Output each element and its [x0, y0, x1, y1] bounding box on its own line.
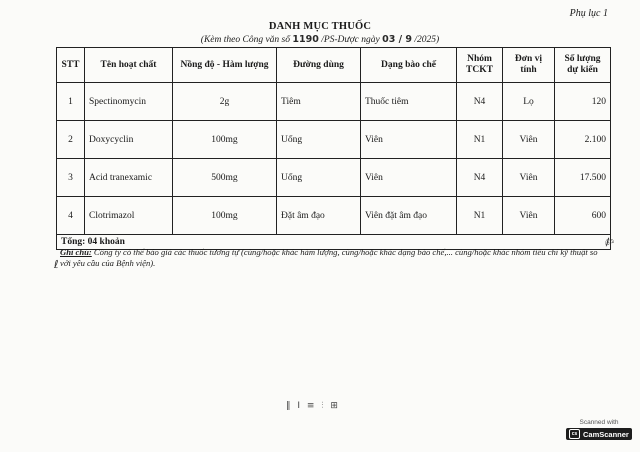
cell-technical-group: N4	[457, 159, 503, 197]
appendix-label: Phụ lục 1	[569, 8, 608, 19]
subtitle-prefix: (Kèm theo Công văn số	[200, 35, 290, 45]
column-header-unit: Đơn vị tính	[503, 48, 555, 83]
cell-quantity: 600	[555, 197, 611, 235]
cell-stt: 1	[57, 83, 85, 121]
column-header-quantity: Số lượng dự kiến	[555, 48, 611, 83]
cell-stt: 4	[57, 197, 85, 235]
scanner-brand: CamScanner	[583, 429, 629, 439]
cell-active-ingredient: Acid tranexamic	[85, 159, 173, 197]
table-row	[57, 83, 611, 121]
column-header-route: Đường dùng	[277, 48, 361, 83]
cell-route: Uống	[277, 121, 361, 159]
cell-technical-group: N1	[457, 197, 503, 235]
drug-list-table	[56, 47, 611, 250]
handwritten-doc-number: 1190	[292, 34, 319, 45]
cell-stt: 2	[57, 121, 85, 159]
cell-route: Đặt âm đạo	[277, 197, 361, 235]
cell-dosage-form: Viên đặt âm đạo	[361, 197, 457, 235]
cell-route: Tiêm	[277, 83, 361, 121]
column-header-active-ingredient: Tên hoạt chất	[85, 48, 173, 83]
cell-unit: Viên	[503, 121, 555, 159]
document-subtitle	[0, 34, 640, 45]
camscanner-badge	[566, 419, 632, 440]
column-header-strength: Nồng độ - Hàm lượng	[173, 48, 277, 83]
initial-mark: ℓ	[54, 258, 59, 271]
camscanner-icon: cs	[569, 429, 580, 439]
cell-technical-group: N4	[457, 83, 503, 121]
camscanner-logo-box	[566, 428, 632, 440]
footnote	[60, 247, 610, 269]
cell-route: Uống	[277, 159, 361, 197]
column-header-technical-group: Nhóm TCKT	[457, 48, 503, 83]
cell-dosage-form: Viên	[361, 121, 457, 159]
signature-mark: ✍	[601, 233, 617, 251]
cell-strength: 100mg	[173, 121, 277, 159]
scan-stamp-mark: ‖ I ≡ ⫶ ⊞	[286, 401, 340, 411]
table-header-row	[57, 48, 611, 83]
column-header-stt: STT	[57, 48, 85, 83]
total-count: Tổng: 04 khoản	[57, 235, 611, 250]
cell-strength: 100mg	[173, 197, 277, 235]
cell-active-ingredient: Spectinomycin	[85, 83, 173, 121]
column-header-dosage-form: Dạng bào chế	[361, 48, 457, 83]
table-row	[57, 159, 611, 197]
cell-strength: 500mg	[173, 159, 277, 197]
cell-quantity: 2.100	[555, 121, 611, 159]
subtitle-suffix: /2025)	[414, 35, 440, 45]
scanner-caption: Scanned with	[579, 419, 619, 426]
cell-active-ingredient: Doxycyclin	[85, 121, 173, 159]
document-title: DANH MỤC THUỐC	[268, 21, 372, 32]
table-row	[57, 197, 611, 235]
cell-quantity: 17.500	[555, 159, 611, 197]
footnote-text: Công ty có thể báo giá các thuốc tương tự (cùng/hoặc khác hàm lượng, cùng/hoặc khác dạng bào chế,... cùng/hoặc khác nhóm tiêu chí kỹ thuật so với yêu cầu của Bệnh viện).	[60, 247, 598, 268]
cell-quantity: 120	[555, 83, 611, 121]
cell-dosage-form: Viên	[361, 159, 457, 197]
footnote-label: Ghi chú:	[60, 247, 92, 257]
cell-unit: Lọ	[503, 83, 555, 121]
cell-active-ingredient: Clotrimazol	[85, 197, 173, 235]
cell-strength: 2g	[173, 83, 277, 121]
table-row	[57, 121, 611, 159]
subtitle-mid: /PS-Dược ngày	[321, 35, 380, 45]
cell-unit: Viên	[503, 197, 555, 235]
cell-dosage-form: Thuốc tiêm	[361, 83, 457, 121]
cell-stt: 3	[57, 159, 85, 197]
handwritten-date: 03 / 9	[382, 34, 413, 45]
cell-unit: Viên	[503, 159, 555, 197]
cell-technical-group: N1	[457, 121, 503, 159]
